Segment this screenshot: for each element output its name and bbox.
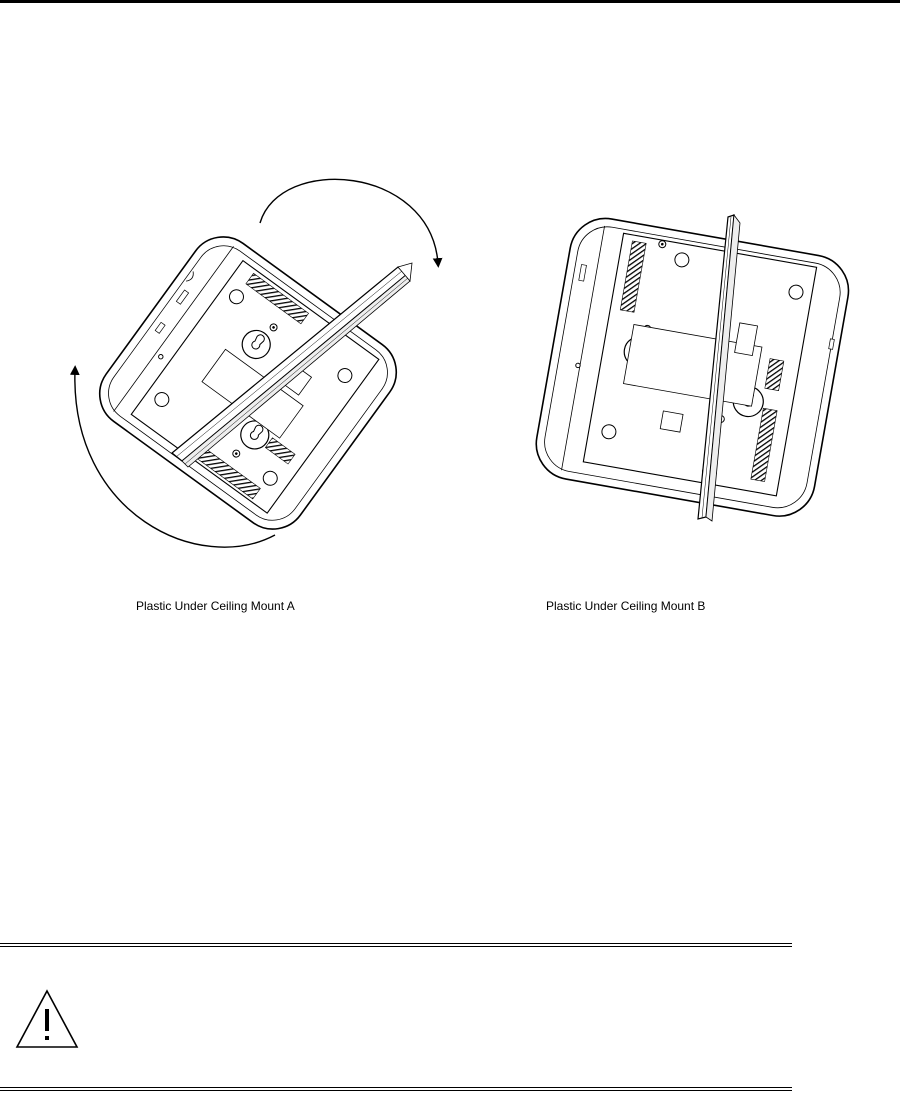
figure-b-caption: Plastic Under Ceiling Mount B	[546, 599, 706, 613]
ceiling-mount-installed-illustration	[530, 205, 850, 545]
notice-top-rule	[0, 943, 792, 947]
caution-triangle-icon	[15, 989, 79, 1049]
header-rule	[0, 0, 900, 3]
figure-a-caption: Plastic Under Ceiling Mount A	[136, 599, 295, 613]
ceiling-mount-rotate-illustration	[60, 155, 460, 575]
notice-bottom-rule	[0, 1087, 792, 1091]
